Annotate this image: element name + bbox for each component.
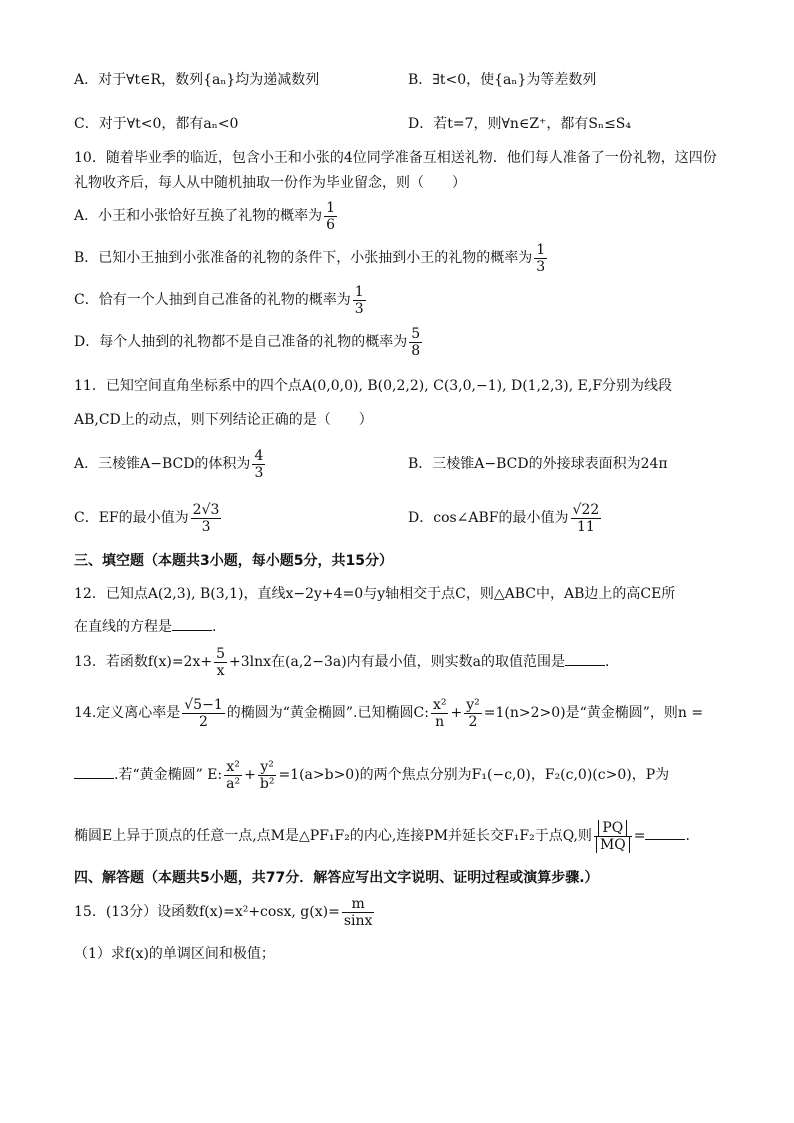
fraction-numerator: 4 <box>254 447 264 464</box>
q13-text-pre: 13．若函数f(x)=2x+ <box>74 654 213 670</box>
q10-option-a <box>74 196 339 236</box>
q10-option-c-fraction <box>353 284 366 317</box>
q9-option-a: A．对于∀t∈R，数列{aₙ}均为递减数列 <box>74 72 320 88</box>
fraction-denominator: b² <box>259 775 275 792</box>
q12-line1: 12．已知点A(2,3), B(3,1)，直线x−2y+4=0与y轴相交于点C，则△ABC中，AB边上的高CE所 <box>74 586 676 602</box>
q11-option-c-fraction <box>191 502 222 535</box>
q14-line3 <box>74 812 690 860</box>
q10-option-c-text: C．恰有一个人抽到自己准备的礼物的概率为 <box>74 292 351 308</box>
q11-option-a-text: A．三棱锥A−BCD的体积为 <box>74 456 251 472</box>
fraction-denominator: n <box>435 713 445 730</box>
q14-l3-text-a: 椭圆E上异于顶点的任意一点,点M是△PF₁F₂的内心,连接PM并延长交F₁F₂于点Q,则 <box>74 828 592 844</box>
fraction-denominator: 8 <box>411 342 421 359</box>
fraction-numerator: y² <box>258 759 277 776</box>
answer-blank <box>645 825 685 840</box>
q10-option-c <box>74 280 368 320</box>
q14-l1-text-c: =1(n>2>0)是“黄金椭圆”，则n = <box>483 705 704 721</box>
fraction-numerator: x² <box>432 696 447 713</box>
q11-stem-line2: AB,CD上的动点，则下列结论正确的是（ ） <box>74 412 373 428</box>
answer-blank <box>74 764 114 779</box>
g-fraction <box>342 896 375 929</box>
q14-l1-text-b: 的椭圆为“黄金椭圆”.已知椭圆C: <box>226 705 429 721</box>
fraction-numerator: m <box>342 896 375 913</box>
q11-option-c-text: C．EF的最小值为 <box>74 510 189 526</box>
q10-option-b-text: B．已知小王抽到小张准备的礼物的条件下，小张抽到小王的礼物的概率为 <box>74 250 533 266</box>
q10-option-a-text: A．小王和小张恰好互换了礼物的概率为 <box>74 208 323 224</box>
fraction-denominator: 3 <box>201 518 211 535</box>
q12-line2: 在直线的方程是 . <box>74 616 216 637</box>
fraction-numerator: 5 <box>411 325 421 342</box>
q10-option-d <box>74 322 424 362</box>
answer-blank <box>172 616 212 631</box>
fraction-denominator: a² <box>226 775 241 792</box>
q11-option-d <box>408 496 603 540</box>
fraction-numerator: √22 <box>572 501 600 518</box>
q13-text-post: +3lnx在(a,2−3a)内有最小值，则实数a的取值范围是 <box>229 654 566 670</box>
q11-option-a-fraction <box>252 448 265 481</box>
period: . <box>685 828 690 844</box>
plus-sign: + <box>450 705 463 721</box>
q14-line1 <box>74 690 703 736</box>
q14-l2-text-b: =1(a>b>0)的两个焦点分别为F₁(−c,0)，F₂(c,0)(c>0)，P为 <box>278 767 670 783</box>
fraction-numerator: 1 <box>536 241 546 258</box>
ellipse-c-x-term <box>431 697 449 730</box>
q11-option-d-text: D．cos∠ABF的最小值为 <box>408 510 569 526</box>
q11-option-a <box>74 442 267 486</box>
fraction-denominator: MQ <box>596 837 630 853</box>
fraction-numerator: x² <box>224 759 242 776</box>
q9-option-d: D．若t=7，则∀n∈Z⁺，都有Sₙ≤S₄ <box>408 116 632 132</box>
q10-option-b-fraction <box>534 242 547 275</box>
q12-line2-text: 在直线的方程是 <box>74 619 172 635</box>
ellipse-c-y-term <box>464 697 482 730</box>
fraction-denominator: sinx <box>343 912 373 929</box>
ellipse-e-x-term <box>224 759 242 792</box>
q10-option-d-text: D．每个人抽到的礼物都不是自己准备的礼物的概率为 <box>74 334 408 350</box>
q15-stem <box>74 892 376 932</box>
q9-option-c: C．对于∀t<0，都有aₙ<0 <box>74 116 239 132</box>
fraction-numerator: 1 <box>326 199 336 216</box>
q10-option-d-fraction <box>409 326 422 359</box>
fraction-denominator: 11 <box>576 518 595 535</box>
q15-text-pre: 15．(13分）设函数f(x)=x²+cosx, g(x)= <box>74 904 340 920</box>
answer-blank <box>565 651 605 666</box>
q15-part1: （1）求f(x)的单调区间和极值； <box>74 946 275 962</box>
q10-option-b <box>74 238 549 278</box>
fraction-numerator: 1 <box>354 283 364 300</box>
equals-sign: = <box>633 828 646 844</box>
q14-line2 <box>74 752 669 798</box>
fraction-denominator: 3 <box>354 300 364 317</box>
golden-ratio-fraction <box>182 697 224 730</box>
plus-sign: + <box>244 767 256 783</box>
fraction-denominator: 2 <box>468 713 478 730</box>
fraction-denominator: 6 <box>326 216 336 233</box>
q14-l2-text-a: .若“黄金椭圆” E: <box>114 767 223 783</box>
q11-option-d-fraction <box>571 502 602 535</box>
fraction-denominator: 2 <box>199 713 208 730</box>
q13: 13．若函数f(x)=2x+ $\frac{5}{x}$ +3lnx在(a,2−3a)内有最小值，则实数a的取值范围是 . <box>74 645 610 679</box>
q14-l1-text-a: 14.定义离心率是 <box>74 705 181 721</box>
q10-option-a-fraction <box>324 200 337 233</box>
fraction-numerator: PQ <box>598 820 627 836</box>
fraction-denominator: 3 <box>536 258 546 275</box>
ellipse-e-y-term <box>258 759 277 792</box>
fraction-denominator: 3 <box>254 464 264 481</box>
q9-option-b: B．∃t<0，使{aₙ}为等差数列 <box>408 72 597 88</box>
q11-option-b: B．三棱锥A−BCD的外接球表面积为24π <box>408 456 668 472</box>
pq-mq-ratio <box>594 820 632 853</box>
section-4-heading: 四、解答题（本题共5小题，共77分．解答应写出文字说明、证明过程或演算步骤.） <box>74 870 599 886</box>
fraction-numerator: 5 <box>216 645 226 662</box>
fraction-numerator: y² <box>466 696 480 713</box>
q13-fraction <box>214 646 227 679</box>
q10-stem-line1: 10．随着毕业季的临近，包含小王和小张的4位同学准备互相送礼物．他们每人准备了一份礼物，这四份 <box>74 150 717 166</box>
section-3-heading: 三、填空题（本题共3小题，每小题5分，共15分） <box>74 553 393 569</box>
fraction-numerator: √5−1 <box>184 696 223 713</box>
fraction-numerator: 2√3 <box>192 501 220 518</box>
q11-option-c <box>74 496 223 540</box>
q11-stem-line1: 11．已知空间直角坐标系中的四个点A(0,0,0), B(0,2,2), C(3,0,−1), D(1,2,3), E,F分别为线段 <box>74 378 673 394</box>
q10-stem-line2: 礼物收齐后，每人从中随机抽取一份作为毕业留念，则（ ） <box>74 175 466 191</box>
fraction-denominator: x <box>216 662 225 679</box>
